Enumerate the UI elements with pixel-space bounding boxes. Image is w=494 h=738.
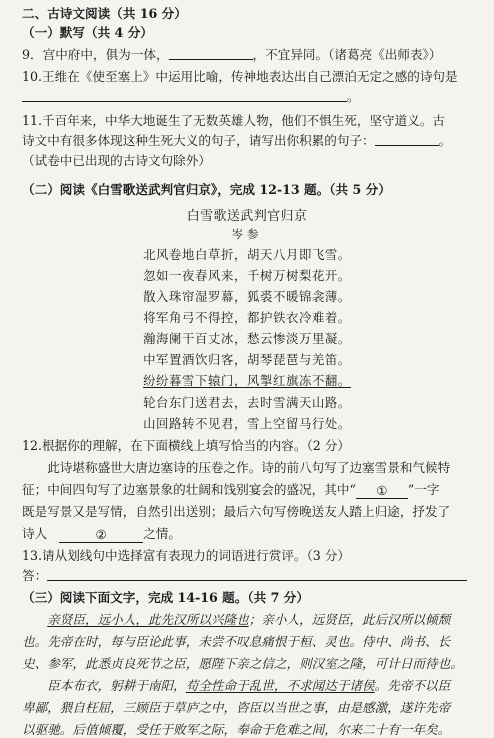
subsection-heading-dictation: （一）默写（共 4 分） xyxy=(22,25,153,40)
section-heading: 二、古诗文阅读（共 16 分） xyxy=(22,6,187,21)
q10-line2-end: 。 xyxy=(347,89,360,104)
q12-p2-a: 征；中间四句写了边塞景象的壮阔和饯别宴会的盛况，其中“ xyxy=(22,482,356,497)
poem-line: 散入珠帘湿罗幕，狐裘不暖锦衾薄。 xyxy=(143,289,351,304)
q11-line2-a: 诗文中有很多体现这种生死大义的句子，请写出你积累的句子： xyxy=(22,133,375,148)
poem-line: 北风卷地白草折，胡天八月即飞雪。 xyxy=(143,247,351,262)
passage-line3: 史、参军，此悉贞良死节之臣，愿陛下亲之信之，则汉室之隆，可计日而待也。 xyxy=(22,656,463,671)
q12-p4-b: 之情。 xyxy=(143,526,181,541)
passage-line2: 也。先帝在时，每与臣论此事，未尝不叹息痛恨于桓、灵也。侍中、尚书、长 xyxy=(22,634,451,649)
q12-paragraph-line3: 既是写景又是写情，自然引出送别；最后六句写傍晚送友人踏上归途，抒发了 xyxy=(22,504,451,519)
passage-line6: 以驱驰。后值倾覆，受任于败军之际，奉命于危难之间，尔来二十有一年矣。 xyxy=(22,722,451,737)
q13-answer-blank[interactable] xyxy=(47,568,467,581)
passage-line1 xyxy=(22,611,484,628)
q13-answer-row xyxy=(22,567,484,584)
passage-line4-a: 臣本布衣，躬耕于南阳， xyxy=(47,678,186,693)
q12-p4-a: 诗人 xyxy=(22,526,48,541)
passage-line4 xyxy=(22,677,484,694)
q12-blank-2[interactable]: ② xyxy=(59,527,143,543)
q10-answer-blank[interactable] xyxy=(22,89,347,102)
passage-line5: 卑鄙，猥自枉屈，三顾臣于草庐之中，咨臣以当世之事，由是感激，遂许先帝 xyxy=(22,700,451,715)
poem-line: 忽如一夜春风来，千树万树梨花开。 xyxy=(143,268,351,283)
poem-line: 轮台东门送君去，去时雪满天山路。 xyxy=(143,395,351,410)
q9-answer-blank[interactable] xyxy=(169,47,253,60)
subsection-heading-passage: （三）阅读下面文字，完成 14-16 题。（共 7 分） xyxy=(22,590,309,605)
question-11 xyxy=(22,112,484,169)
question-13-title: 13.请从划线句中选择富有表现力的词语进行赏评。（3 分） xyxy=(22,548,350,563)
poem-line: 山回路转不见君，雪上空留马行处。 xyxy=(143,416,351,431)
q11-line2-b: 。 xyxy=(438,133,452,148)
underlined-poem-line: 纷纷暮雪下辕门，风掣红旗冻不翻。 xyxy=(143,373,351,388)
q11-line3: （试卷中已出现的古诗文句除外） xyxy=(22,153,211,168)
passage-underlined-sentence-2: 苟全性命于乱世，不求闻达于诸侯 xyxy=(185,678,375,693)
passage-line1-rest: ；亲小人，远贤臣，此后汉所以倾颓 xyxy=(248,612,451,627)
poem-line: 中军置酒饮归客，胡琴琵琶与羌笛。 xyxy=(143,352,351,367)
q12-p2-b: ”一字 xyxy=(407,482,440,497)
q10-line1: 10.王维在《使至塞上》中运用比喻，传神地表达出自己漂泊无定之感的诗句是 xyxy=(22,69,458,84)
q9-text-b: ，不宜异同。（诸葛亮《出师表》） xyxy=(252,47,442,62)
q13-answer-label: 答： xyxy=(22,568,48,583)
poem-line-underlined xyxy=(0,371,494,389)
question-10 xyxy=(22,68,484,105)
q12-paragraph-line1: 此诗堪称盛世大唐边塞诗的压卷之作。诗的前八句写了边塞雪景和气候特 xyxy=(47,460,451,475)
passage-underlined-sentence-1: 亲贤臣，远小人，此先汉所以兴隆也 xyxy=(47,612,249,627)
q12-blank-1[interactable]: ① xyxy=(356,483,408,499)
poem-line: 将军角弓不得控，都护铁衣冷难着。 xyxy=(143,310,351,325)
q11-line1: 11.千百年来，中华大地诞生了无数英雄人物，他们不惧生死，坚守道义。古 xyxy=(22,113,446,128)
question-9 xyxy=(22,46,484,63)
poem-line: 瀚海阑干百丈冰，愁云惨淡万里凝。 xyxy=(143,331,351,346)
passage-line4-b: 。先帝不以臣 xyxy=(374,678,451,693)
q9-text-a: 9．宫中府中，俱为一体， xyxy=(22,47,169,62)
question-12-title: 12.根据你的理解，在下面横线上填写恰当的内容。（2 分） xyxy=(22,438,350,453)
q11-answer-blank[interactable] xyxy=(375,133,439,146)
poem-author: 岑参 xyxy=(231,227,263,241)
q12-paragraph-line2 xyxy=(22,481,484,499)
poem-title: 白雪歌送武判官归京 xyxy=(186,209,308,224)
q12-paragraph-line4 xyxy=(22,525,484,543)
subsection-heading-poem: （二）阅读《白雪歌送武判官归京》，完成 12-13 题。（共 5 分） xyxy=(22,182,391,197)
